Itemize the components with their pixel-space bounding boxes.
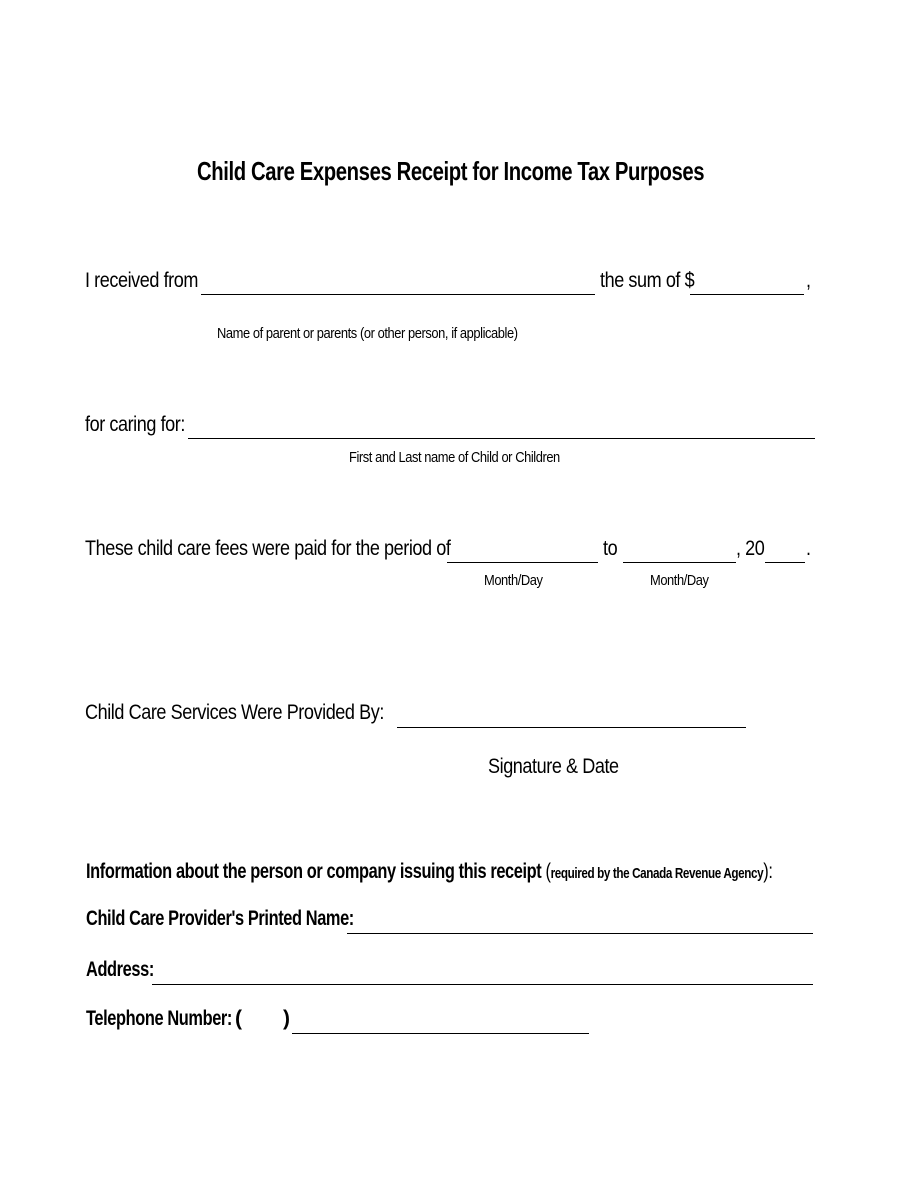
period-to-caption: Month/Day [650, 572, 709, 589]
child-name-caption: First and Last name of Child or Children [349, 449, 560, 466]
provided-by-label: Child Care Services Were Provided By: [85, 701, 384, 724]
period-to-label: to [603, 537, 618, 560]
child-name-field[interactable] [188, 438, 815, 439]
signature-date-caption: Signature & Date [488, 755, 619, 778]
period-from-caption: Month/Day [484, 572, 543, 589]
amount-field[interactable] [690, 294, 804, 295]
printed-name-field[interactable] [347, 933, 813, 934]
issuer-info-note: required by the Canada Revenue Agency [550, 865, 764, 882]
address-field[interactable] [152, 984, 813, 985]
address-label: Address: [86, 958, 154, 981]
issuer-info-note-close: ): [763, 860, 773, 883]
telephone-paren-close: ) [283, 1007, 290, 1030]
period-label: These child care fees were paid for the period of [85, 537, 451, 560]
period-trailing-period: . [806, 537, 811, 560]
received-from-label: I received from [85, 269, 198, 292]
issuer-info-heading [86, 861, 772, 882]
period-year-label: , 20 [736, 537, 765, 560]
telephone-paren-open: ( [235, 1007, 242, 1030]
area-code-field[interactable] [245, 1033, 283, 1034]
issuer-info-note-open: ( [545, 860, 551, 883]
payer-name-field[interactable] [201, 294, 595, 295]
period-to-field[interactable] [623, 562, 736, 563]
telephone-label: Telephone Number: [86, 1007, 232, 1030]
page-title: Child Care Expenses Receipt for Income Tax Purposes [197, 156, 705, 186]
period-from-field[interactable] [447, 562, 598, 563]
period-year-field[interactable] [765, 562, 805, 563]
printed-name-label: Child Care Provider's Printed Name: [86, 907, 354, 930]
telephone-number-field[interactable] [292, 1033, 589, 1034]
sum-label: the sum of $ [600, 269, 695, 292]
issuer-info-heading-text: Information about the person or company issuing this receipt [86, 860, 542, 883]
caring-for-label: for caring for: [85, 413, 185, 436]
provider-signature-field[interactable] [397, 727, 746, 728]
sum-trailing-comma: , [806, 269, 811, 292]
payer-name-caption: Name of parent or parents (or other person, if applicable) [217, 325, 518, 342]
